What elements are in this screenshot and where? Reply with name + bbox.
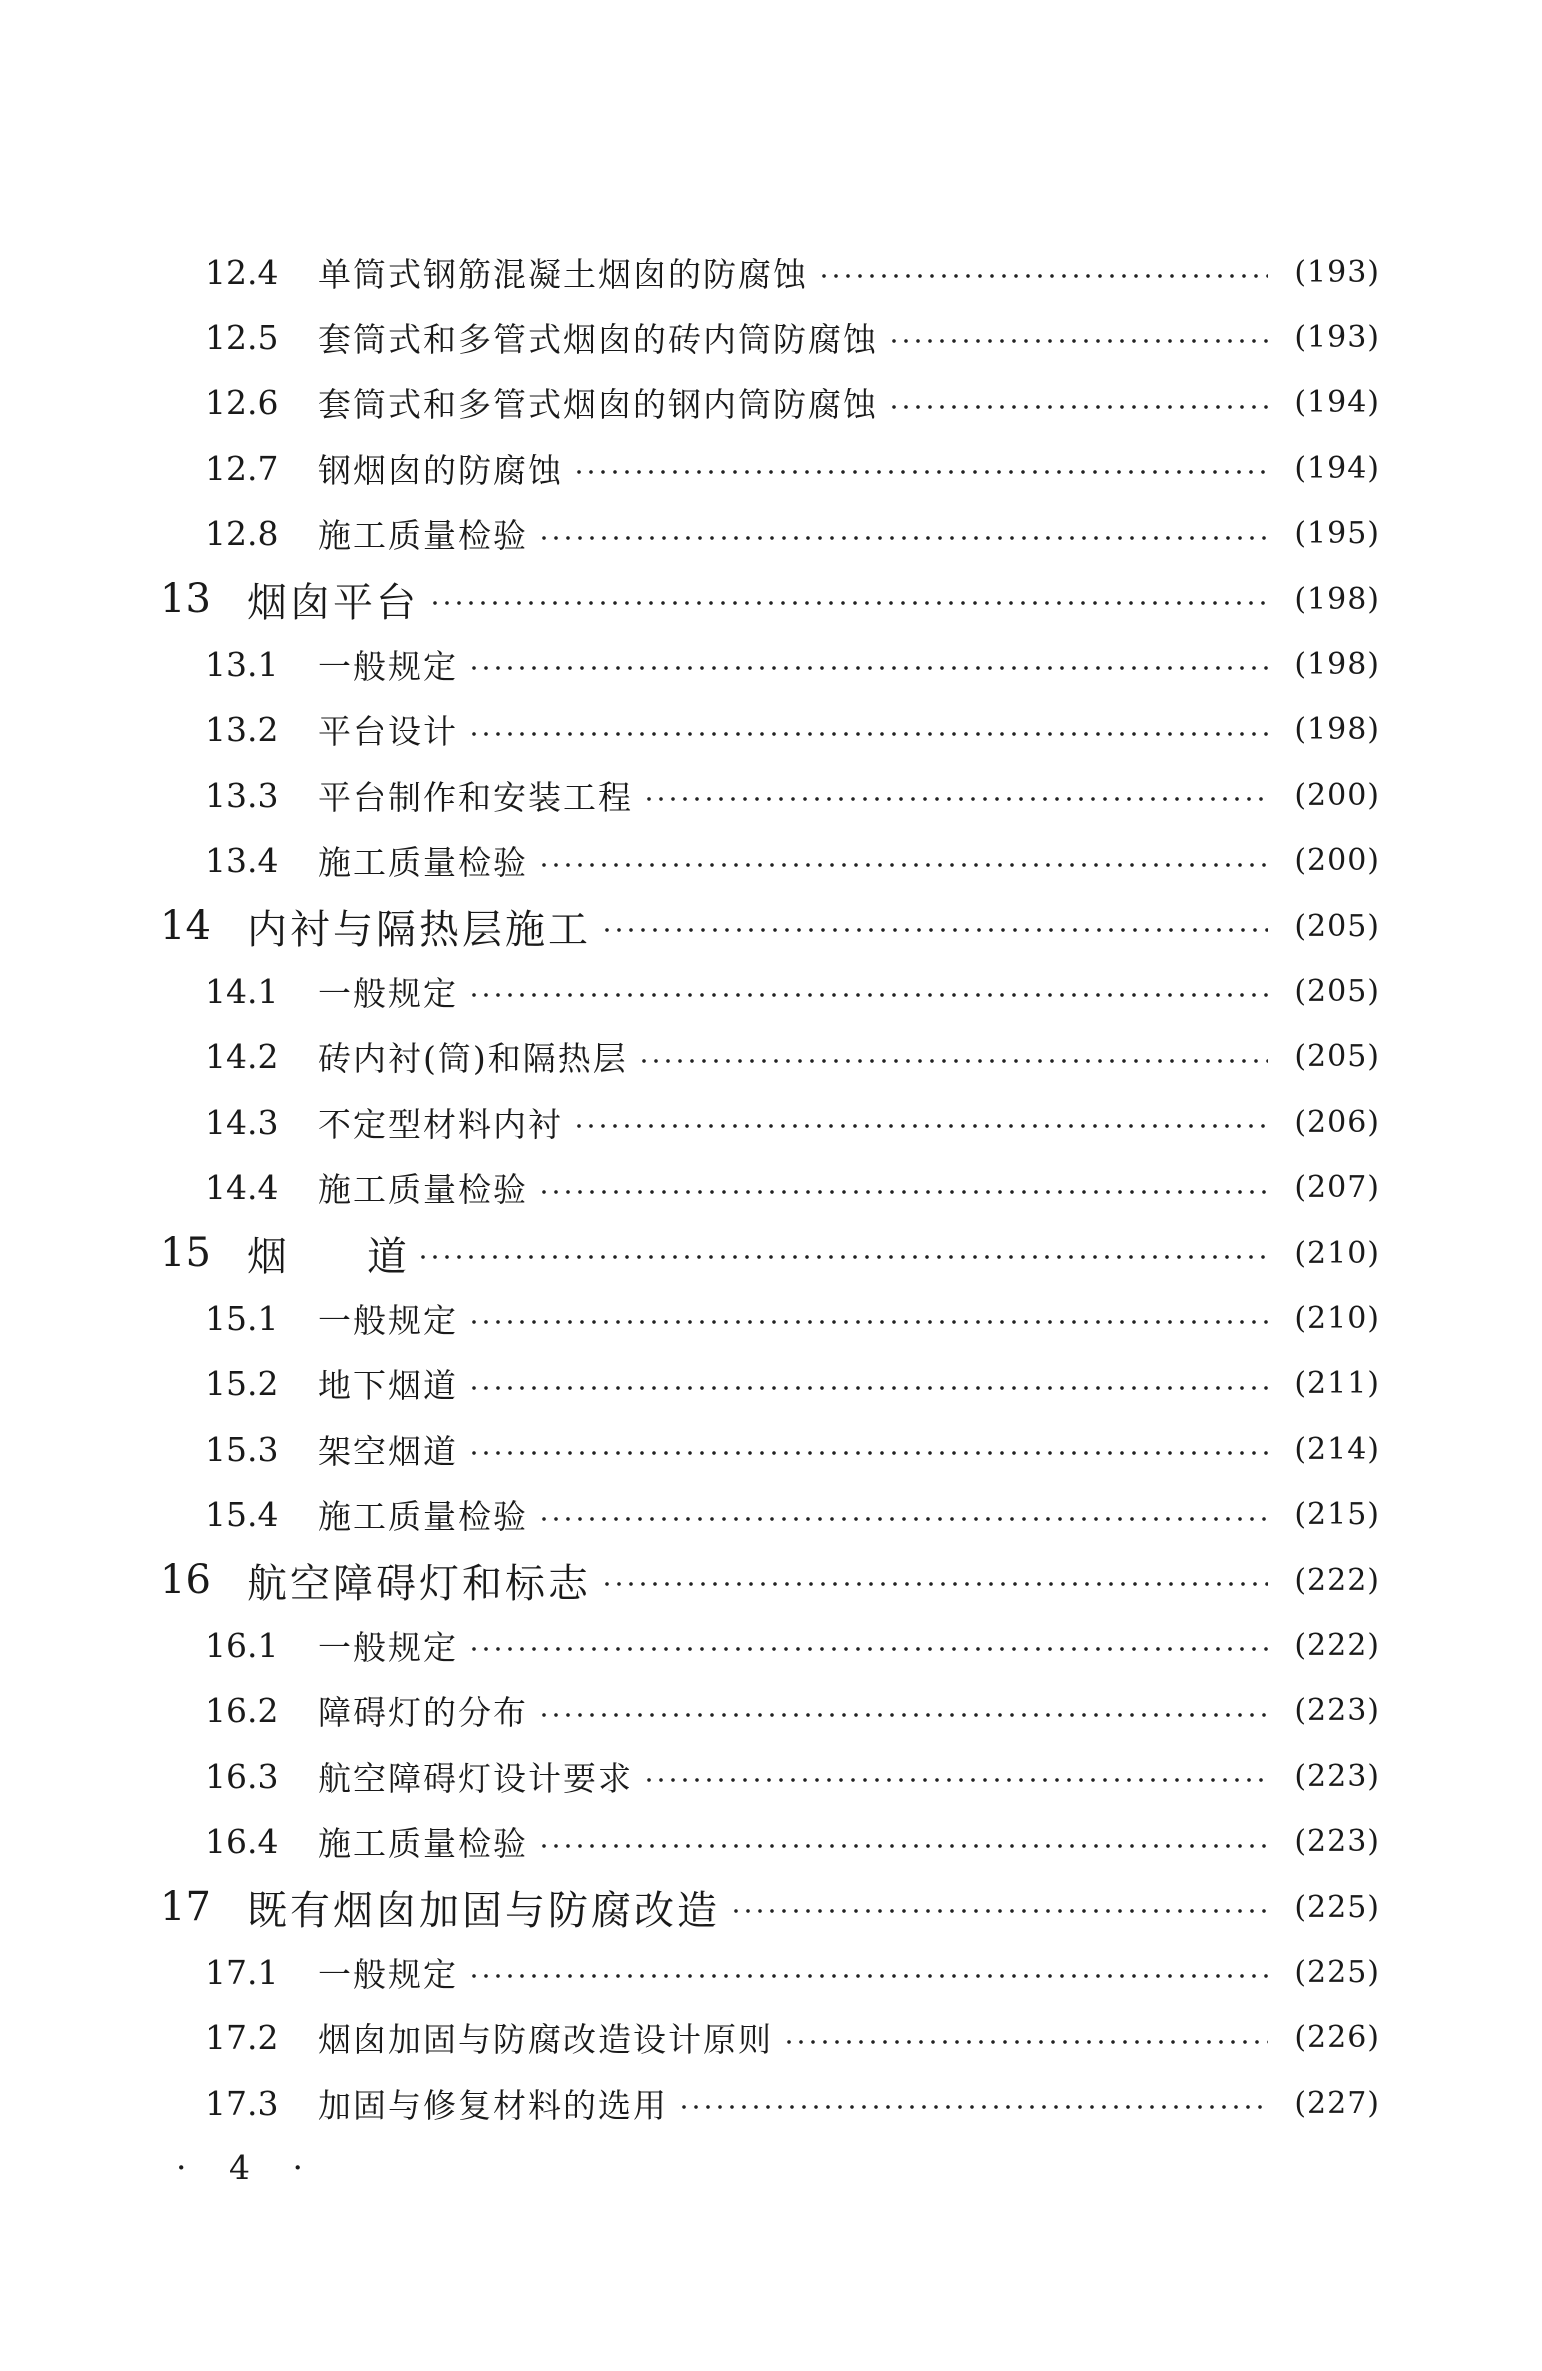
toc-entry-17-1[interactable] xyxy=(205,1942,1380,2002)
section-title: 烟囱加固与防腐改造设计原则 xyxy=(318,2020,773,2060)
chapter-number: 16 xyxy=(160,1557,211,1603)
section-number: 16.1 xyxy=(205,1625,279,1665)
page-number: (206) xyxy=(1294,1104,1380,1140)
toc-chapter-14[interactable] xyxy=(160,896,1380,956)
toc-entry-14-2[interactable] xyxy=(205,1027,1380,1087)
section-title: 一般规定 xyxy=(318,1954,458,1994)
section-number: 14.1 xyxy=(205,971,279,1011)
page-number: (210) xyxy=(1294,1300,1380,1336)
page-number: (205) xyxy=(1294,1039,1380,1075)
page-number: (210) xyxy=(1294,1235,1380,1271)
page-number: (222) xyxy=(1294,1627,1380,1663)
toc-entry-16-2[interactable] xyxy=(205,1681,1380,1741)
section-number: 14.4 xyxy=(205,1168,279,1208)
dot-leader xyxy=(573,1092,1268,1152)
dot-leader xyxy=(417,1223,1268,1283)
toc-entry-17-3[interactable] xyxy=(205,2073,1380,2133)
page-number: (193) xyxy=(1294,319,1380,355)
page-number: (193) xyxy=(1294,254,1380,290)
section-number: 15.1 xyxy=(205,1298,279,1338)
dot-leader xyxy=(468,1354,1268,1414)
dot-leader xyxy=(601,1550,1268,1610)
page-number: (222) xyxy=(1294,1562,1380,1598)
toc-entry-15-4[interactable] xyxy=(205,1485,1380,1545)
toc-entry-14-3[interactable] xyxy=(205,1092,1380,1152)
section-title: 一般规定 xyxy=(318,1627,458,1667)
toc-entry-12-6[interactable] xyxy=(205,373,1380,433)
dot-leader xyxy=(888,373,1268,433)
section-title: 地下烟道 xyxy=(318,1366,458,1406)
dot-leader xyxy=(730,1877,1268,1937)
section-number: 12.8 xyxy=(205,514,279,554)
chapter-number: 14 xyxy=(160,903,211,949)
section-number: 17.3 xyxy=(205,2083,279,2123)
toc-entry-15-3[interactable] xyxy=(205,1419,1380,1479)
page-number: (227) xyxy=(1294,2085,1380,2121)
section-number: 17.2 xyxy=(205,2018,279,2058)
page-number: (223) xyxy=(1294,1824,1380,1860)
section-title: 一般规定 xyxy=(318,646,458,686)
toc-entry-13-1[interactable] xyxy=(205,634,1380,694)
section-title: 套筒式和多管式烟囱的砖内筒防腐蚀 xyxy=(318,319,878,359)
toc-chapter-15[interactable] xyxy=(160,1223,1380,1283)
dot-leader xyxy=(538,1812,1268,1872)
section-number: 12.4 xyxy=(205,252,279,292)
section-title: 一般规定 xyxy=(318,1300,458,1340)
toc-entry-13-4[interactable] xyxy=(205,831,1380,891)
section-title: 施工质量检验 xyxy=(318,1170,528,1210)
dot-leader xyxy=(643,765,1268,825)
dot-leader xyxy=(538,1158,1268,1218)
section-title: 施工质量检验 xyxy=(318,1824,528,1864)
toc-entry-12-8[interactable] xyxy=(205,504,1380,564)
dot-leader xyxy=(638,1027,1268,1087)
section-title: 障碍灯的分布 xyxy=(318,1693,528,1733)
dot-leader xyxy=(573,438,1268,498)
page-number: (223) xyxy=(1294,1693,1380,1729)
section-title: 砖内衬(筒)和隔热层 xyxy=(318,1039,628,1079)
dot-leader xyxy=(468,634,1268,694)
section-title: 施工质量检验 xyxy=(318,1497,528,1537)
chapter-title-part-a: 烟 xyxy=(247,1233,287,1280)
toc-entry-16-1[interactable] xyxy=(205,1615,1380,1675)
dot-leader xyxy=(538,1681,1268,1741)
section-number: 13.1 xyxy=(205,644,279,684)
toc-entry-17-2[interactable] xyxy=(205,2008,1380,2068)
section-number: 16.4 xyxy=(205,1822,279,1862)
toc-entry-14-1[interactable] xyxy=(205,961,1380,1021)
section-number: 13.2 xyxy=(205,710,279,750)
page-number: (198) xyxy=(1294,581,1380,617)
section-title: 套筒式和多管式烟囱的钢内筒防腐蚀 xyxy=(318,385,878,425)
page-number: (211) xyxy=(1294,1366,1380,1402)
dot-leader xyxy=(538,831,1268,891)
page-number: (200) xyxy=(1294,843,1380,879)
chapter-title: 烟囱平台 xyxy=(247,579,419,626)
dot-leader xyxy=(538,1485,1268,1545)
section-title: 平台制作和安装工程 xyxy=(318,777,633,817)
toc-chapter-16[interactable] xyxy=(160,1550,1380,1610)
toc-entry-12-5[interactable] xyxy=(205,307,1380,367)
page-number: (226) xyxy=(1294,2020,1380,2056)
dot-leader xyxy=(678,2073,1268,2133)
section-number: 16.2 xyxy=(205,1691,279,1731)
dot-leader xyxy=(468,961,1268,1021)
toc-chapter-17[interactable] xyxy=(160,1877,1380,1937)
section-title: 加固与修复材料的选用 xyxy=(318,2085,668,2125)
section-number: 12.7 xyxy=(205,448,279,488)
dot-leader xyxy=(888,307,1268,367)
page-number: (198) xyxy=(1294,712,1380,748)
page-number: (205) xyxy=(1294,973,1380,1009)
dot-leader xyxy=(429,569,1268,629)
toc-chapter-13[interactable] xyxy=(160,569,1380,629)
toc-entry-15-1[interactable] xyxy=(205,1288,1380,1348)
dot-leader xyxy=(468,1419,1268,1479)
section-title: 施工质量检验 xyxy=(318,843,528,883)
dot-leader xyxy=(468,1288,1268,1348)
page-number: (207) xyxy=(1294,1170,1380,1206)
chapter-title-part-b: 道 xyxy=(367,1233,407,1280)
page-number: (225) xyxy=(1294,1889,1380,1925)
chapter-title: 航空障碍灯和标志 xyxy=(247,1560,591,1607)
section-title: 平台设计 xyxy=(318,712,458,752)
dot-leader xyxy=(468,1615,1268,1675)
chapter-number: 13 xyxy=(160,576,211,622)
section-title: 施工质量检验 xyxy=(318,516,528,556)
toc-entry-15-2[interactable] xyxy=(205,1354,1380,1414)
section-title: 钢烟囱的防腐蚀 xyxy=(318,450,563,490)
section-number: 15.2 xyxy=(205,1364,279,1404)
dot-leader xyxy=(783,2008,1268,2068)
toc-entry-13-2[interactable] xyxy=(205,700,1380,760)
section-title: 航空障碍灯设计要求 xyxy=(318,1758,633,1798)
section-number: 14.3 xyxy=(205,1102,279,1142)
chapter-number: 15 xyxy=(160,1230,211,1276)
dot-leader xyxy=(468,1942,1268,2002)
section-title: 架空烟道 xyxy=(318,1431,458,1471)
toc-entry-16-3[interactable] xyxy=(205,1746,1380,1806)
page-number: (195) xyxy=(1294,516,1380,552)
section-number: 13.3 xyxy=(205,775,279,815)
dot-leader xyxy=(538,504,1268,564)
section-number: 16.3 xyxy=(205,1756,279,1796)
chapter-title: 既有烟囱加固与防腐改造 xyxy=(247,1887,720,1934)
dot-leader xyxy=(468,700,1268,760)
toc-entry-13-3[interactable] xyxy=(205,765,1380,825)
dot-leader xyxy=(601,896,1268,956)
section-title: 单筒式钢筋混凝土烟囱的防腐蚀 xyxy=(318,254,808,294)
section-number: 15.3 xyxy=(205,1429,279,1469)
section-number: 14.2 xyxy=(205,1037,279,1077)
section-number: 15.4 xyxy=(205,1495,279,1535)
toc-entry-12-4[interactable] xyxy=(205,242,1380,302)
page-number: (205) xyxy=(1294,908,1380,944)
page-number: (225) xyxy=(1294,1954,1380,1990)
section-number: 12.5 xyxy=(205,317,279,357)
page-number: (223) xyxy=(1294,1758,1380,1794)
dot-leader xyxy=(643,1746,1268,1806)
page-number: (194) xyxy=(1294,385,1380,421)
page-number: (215) xyxy=(1294,1497,1380,1533)
toc-entry-16-4[interactable] xyxy=(205,1812,1380,1872)
page-number: (200) xyxy=(1294,777,1380,813)
section-title: 一般规定 xyxy=(318,973,458,1013)
section-number: 12.6 xyxy=(205,383,279,423)
section-number: 17.1 xyxy=(205,1952,279,1992)
toc-entry-12-7[interactable] xyxy=(205,438,1380,498)
page-number: (214) xyxy=(1294,1431,1380,1467)
page-number: (194) xyxy=(1294,450,1380,486)
chapter-number: 17 xyxy=(160,1884,211,1930)
toc-entry-14-4[interactable] xyxy=(205,1158,1380,1218)
page-folio: · 4 · xyxy=(176,2148,319,2187)
page-number: (198) xyxy=(1294,646,1380,682)
section-number: 13.4 xyxy=(205,841,279,881)
chapter-title xyxy=(247,1225,407,1282)
dot-leader xyxy=(818,242,1268,302)
chapter-title: 内衬与隔热层施工 xyxy=(247,906,591,953)
section-title: 不定型材料内衬 xyxy=(318,1104,563,1144)
